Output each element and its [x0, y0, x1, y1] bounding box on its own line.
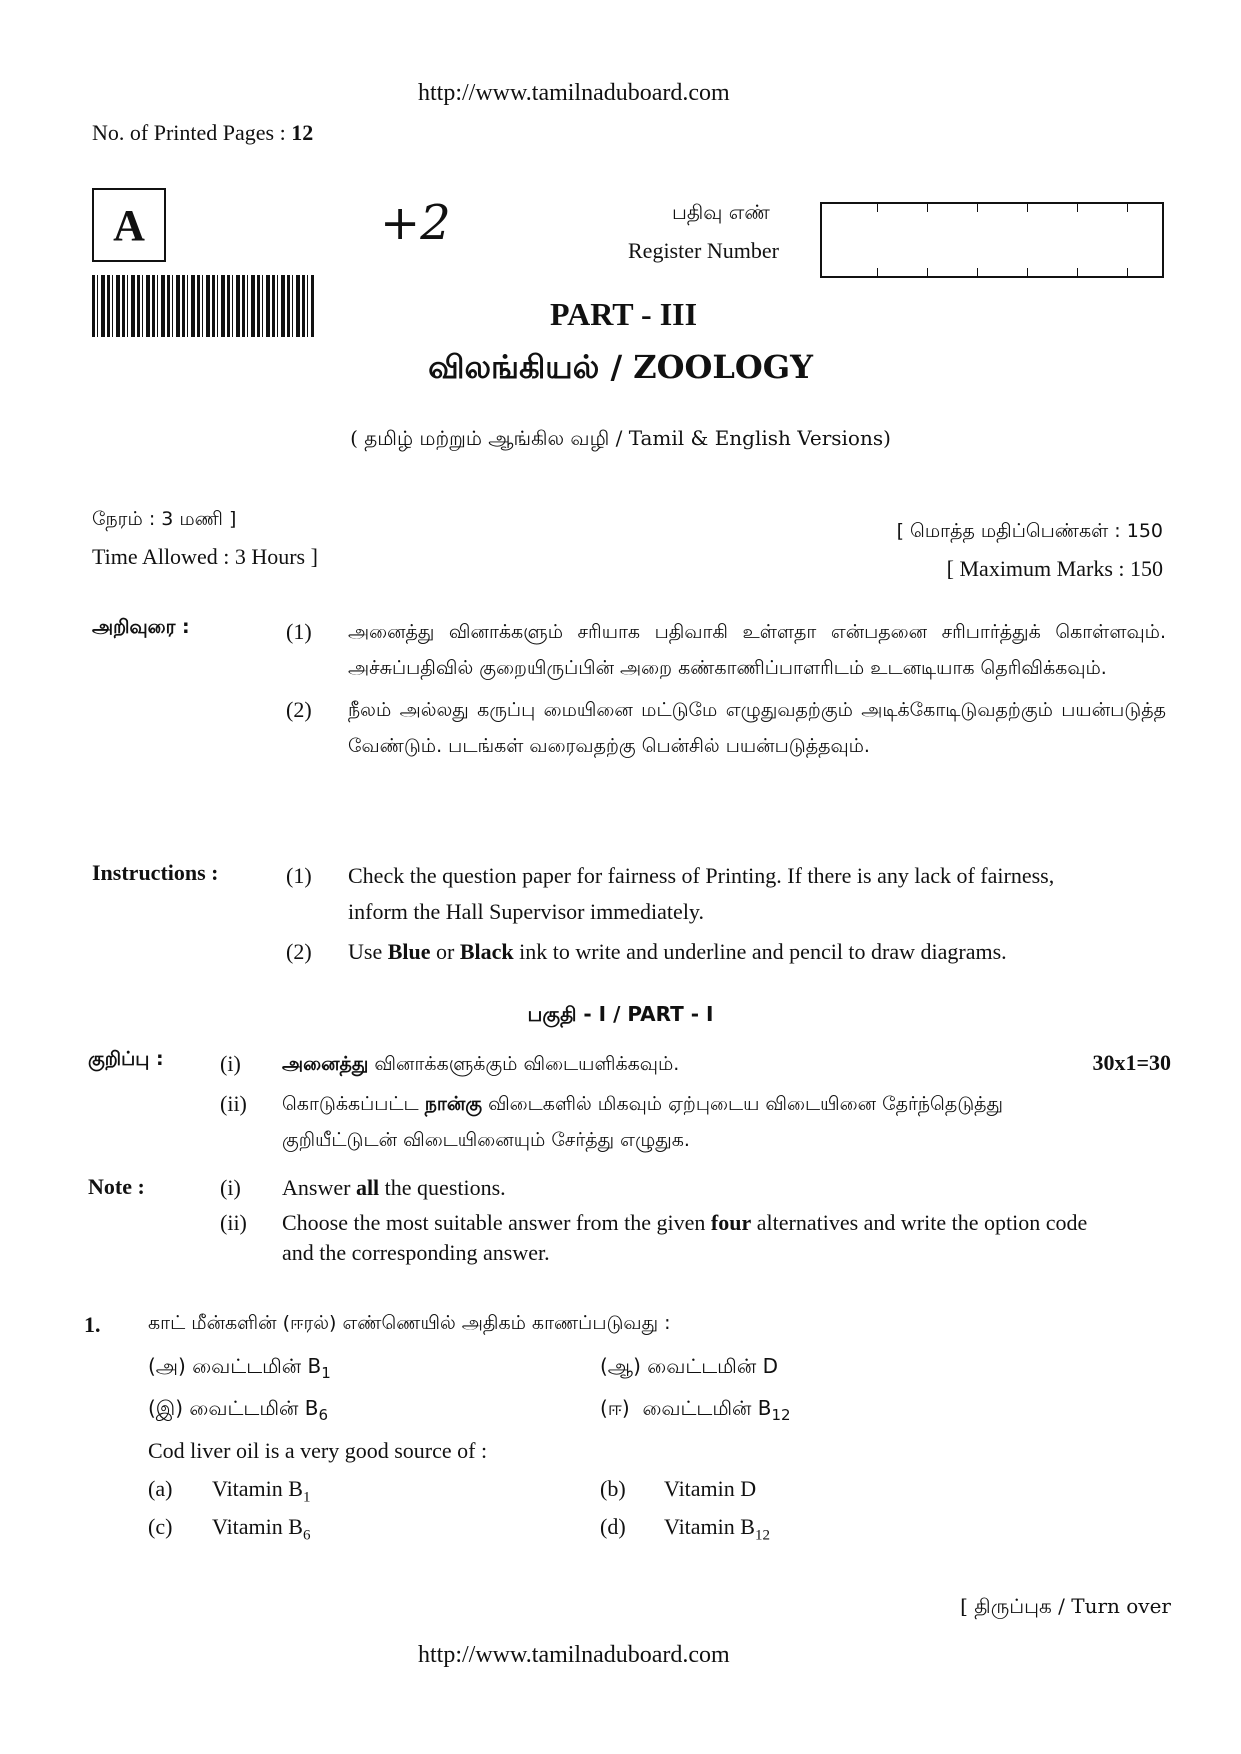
bottom-url: http://www.tamilnaduboard.com — [418, 1642, 730, 1668]
text-segment: the questions. — [379, 1175, 506, 1200]
option-label: (b) — [600, 1476, 626, 1501]
subject-title: விலங்கியல் / ZOOLOGY — [428, 348, 813, 386]
text-segment: கொடுக்கப்பட்ட — [282, 1093, 425, 1115]
box-tick — [927, 204, 928, 212]
option-text: வைட்டமின் B — [192, 1354, 322, 1378]
part1-heading: பகுதி - I / PART - I — [527, 1002, 714, 1026]
box-tick — [977, 204, 978, 212]
option-text: வைட்டமின் D — [647, 1354, 779, 1378]
note-en-item — [220, 1172, 1120, 1204]
note-text — [282, 1046, 679, 1082]
option-subscript: 6 — [318, 1406, 329, 1424]
option-text: Vitamin B — [664, 1514, 755, 1539]
option-label: (d) — [600, 1514, 626, 1539]
handwritten-mark: +2 — [380, 195, 451, 251]
text-segment: or — [430, 939, 460, 964]
text-segment: Choose the most suitable answer from the given — [282, 1210, 711, 1235]
option-label: (c) — [148, 1514, 173, 1539]
note-en-item — [220, 1208, 1120, 1268]
text-bold: Blue — [387, 939, 431, 964]
box-tick — [1027, 268, 1028, 276]
note-text — [282, 1086, 1082, 1158]
box-tick — [977, 268, 978, 276]
barcode — [92, 275, 314, 337]
note-number: (i) — [220, 1051, 241, 1076]
instruction-text — [348, 934, 1007, 970]
note-number: (ii) — [220, 1091, 247, 1116]
box-tick — [1027, 204, 1028, 212]
marks-allocation: 30x1=30 — [1092, 1050, 1171, 1075]
note-text — [282, 1172, 506, 1204]
time-en: Time Allowed : 3 Hours ] — [92, 544, 318, 569]
printed-pages-value: 12 — [291, 120, 314, 145]
option-en-a — [148, 1476, 310, 1506]
option-subscript: 6 — [302, 1527, 311, 1544]
instructions-ta-list — [286, 614, 1166, 764]
question-number: 1. — [84, 1312, 101, 1337]
turn-over: [ திருப்புக / Turn over — [960, 1594, 1171, 1618]
box-tick — [1127, 268, 1128, 276]
option-en-c — [148, 1514, 310, 1544]
text-segment: வினாக்களுக்கும் விடையளிக்கவும். — [368, 1053, 680, 1075]
instruction-number: (1) — [286, 863, 312, 888]
option-ta-c — [148, 1396, 328, 1424]
marks-en: [ Maximum Marks : 150 — [946, 556, 1163, 581]
text-bold: Black — [459, 939, 514, 964]
box-tick — [1077, 268, 1078, 276]
printed-pages-label: No. of Printed Pages : — [92, 120, 292, 145]
option-ta-b — [600, 1354, 778, 1382]
instruction-number: (2) — [286, 939, 312, 964]
text-bold: நான்கு — [424, 1093, 483, 1115]
option-text: வைட்டமின் B — [642, 1396, 772, 1420]
question-text-ta: காட் மீன்களின் (ஈரல்) எண்ணெயில் அதிகம் காணப்படுவது : — [148, 1312, 671, 1334]
note-ta-item — [220, 1046, 1120, 1082]
text-bold: all — [355, 1175, 380, 1200]
option-text: Vitamin B — [212, 1514, 303, 1539]
box-tick — [877, 204, 878, 212]
text-bold: அனைத்து — [282, 1053, 369, 1075]
option-en-b — [600, 1476, 756, 1506]
instruction-text: அனைத்து வினாக்களும் சரியாக பதிவாகி உள்ளதா என்பதனை சரிபார்த்துக் கொள்ளவும். அச்சுப்பதிவில் குறையிருப்பின் அறை கண்காணிப்பாளரிடம் உடனடியாக தெரிவிக்கவும். — [348, 621, 1166, 679]
instruction-ta-item — [286, 692, 1166, 764]
instruction-en-item — [286, 858, 1176, 930]
register-label-ta: பதிவு எண் — [672, 200, 770, 224]
text-segment: விடைகளில் மிகவும் ஏற்புடைய விடையினை தேர்ந்தெடுத்து குறியீட்டுடன் விடையினையும் சேர்த்து எழுதுக. — [282, 1093, 1004, 1151]
printed-pages — [92, 120, 313, 146]
time-ta: நேரம் : 3 மணி ] — [92, 508, 237, 530]
paper-code-box: A — [92, 188, 166, 262]
instruction-text: நீலம் அல்லது கருப்பு மையினை மட்டுமே எழுதுவதற்கும் அடிக்கோடிடுவதற்கும் பயன்படுத்த வேண்டும். படங்கள் வரைவதற்கு பென்சில் பயன்படுத்தவும். — [348, 699, 1166, 757]
instruction-en-item — [286, 934, 1176, 970]
note-number: (i) — [220, 1175, 241, 1200]
option-text: வைட்டமின் B — [189, 1396, 319, 1420]
option-ta-a — [148, 1354, 331, 1382]
instruction-number: (2) — [286, 697, 312, 722]
instruction-ta-item — [286, 614, 1166, 686]
note-ta-label: குறிப்பு : — [88, 1048, 164, 1070]
option-subscript: 1 — [321, 1364, 331, 1382]
register-label-en: Register Number — [628, 238, 779, 263]
note-ta-list — [220, 1046, 1120, 1158]
box-tick — [877, 268, 878, 276]
instruction-text: Check the question paper for fairness of Printing. If there is any lack of fairness, inform the Hall Supervisor immediately. — [348, 863, 1055, 924]
instructions-en-list — [286, 858, 1176, 970]
box-tick — [1077, 204, 1078, 212]
text-segment: ink to write and underline and pencil to draw diagrams. — [513, 939, 1007, 964]
option-text: Vitamin D — [664, 1476, 757, 1501]
box-tick — [927, 268, 928, 276]
option-label: (அ) — [148, 1354, 186, 1378]
option-label: (ஈ) — [600, 1396, 630, 1420]
note-number: (ii) — [220, 1210, 247, 1235]
text-segment: Use — [348, 939, 388, 964]
part-title: PART - III — [550, 296, 698, 332]
question-text-en: Cod liver oil is a very good source of : — [148, 1438, 488, 1463]
text-bold: four — [710, 1210, 752, 1235]
option-subscript: 12 — [771, 1406, 791, 1424]
note-en-list — [220, 1172, 1120, 1268]
option-en-d — [600, 1514, 770, 1544]
versions-line: ( தமிழ் மற்றும் ஆங்கில வழி / Tamil & English Versions) — [350, 426, 891, 450]
option-ta-d — [600, 1396, 791, 1424]
register-number-box[interactable] — [820, 202, 1164, 278]
option-label: (ஆ) — [600, 1354, 641, 1378]
option-subscript: 12 — [754, 1527, 770, 1544]
option-subscript: 1 — [302, 1489, 311, 1506]
box-tick — [1127, 204, 1128, 212]
marks-ta: [ மொத்த மதிப்பெண்கள் : 150 — [896, 520, 1163, 542]
text-segment: Answer — [282, 1175, 356, 1200]
instructions-ta-label: அறிவுரை : — [92, 616, 190, 638]
note-en-label: Note : — [88, 1174, 145, 1199]
instructions-en-label: Instructions : — [92, 860, 219, 885]
option-label: (இ) — [148, 1396, 184, 1420]
note-text — [282, 1208, 1102, 1268]
instruction-number: (1) — [286, 619, 312, 644]
top-url: http://www.tamilnaduboard.com — [418, 80, 730, 106]
text-segment: alternatives and write the option code and the corresponding answer. — [282, 1210, 1088, 1265]
option-label: (a) — [148, 1476, 173, 1501]
note-ta-item — [220, 1086, 1120, 1158]
option-text: Vitamin B — [212, 1476, 303, 1501]
